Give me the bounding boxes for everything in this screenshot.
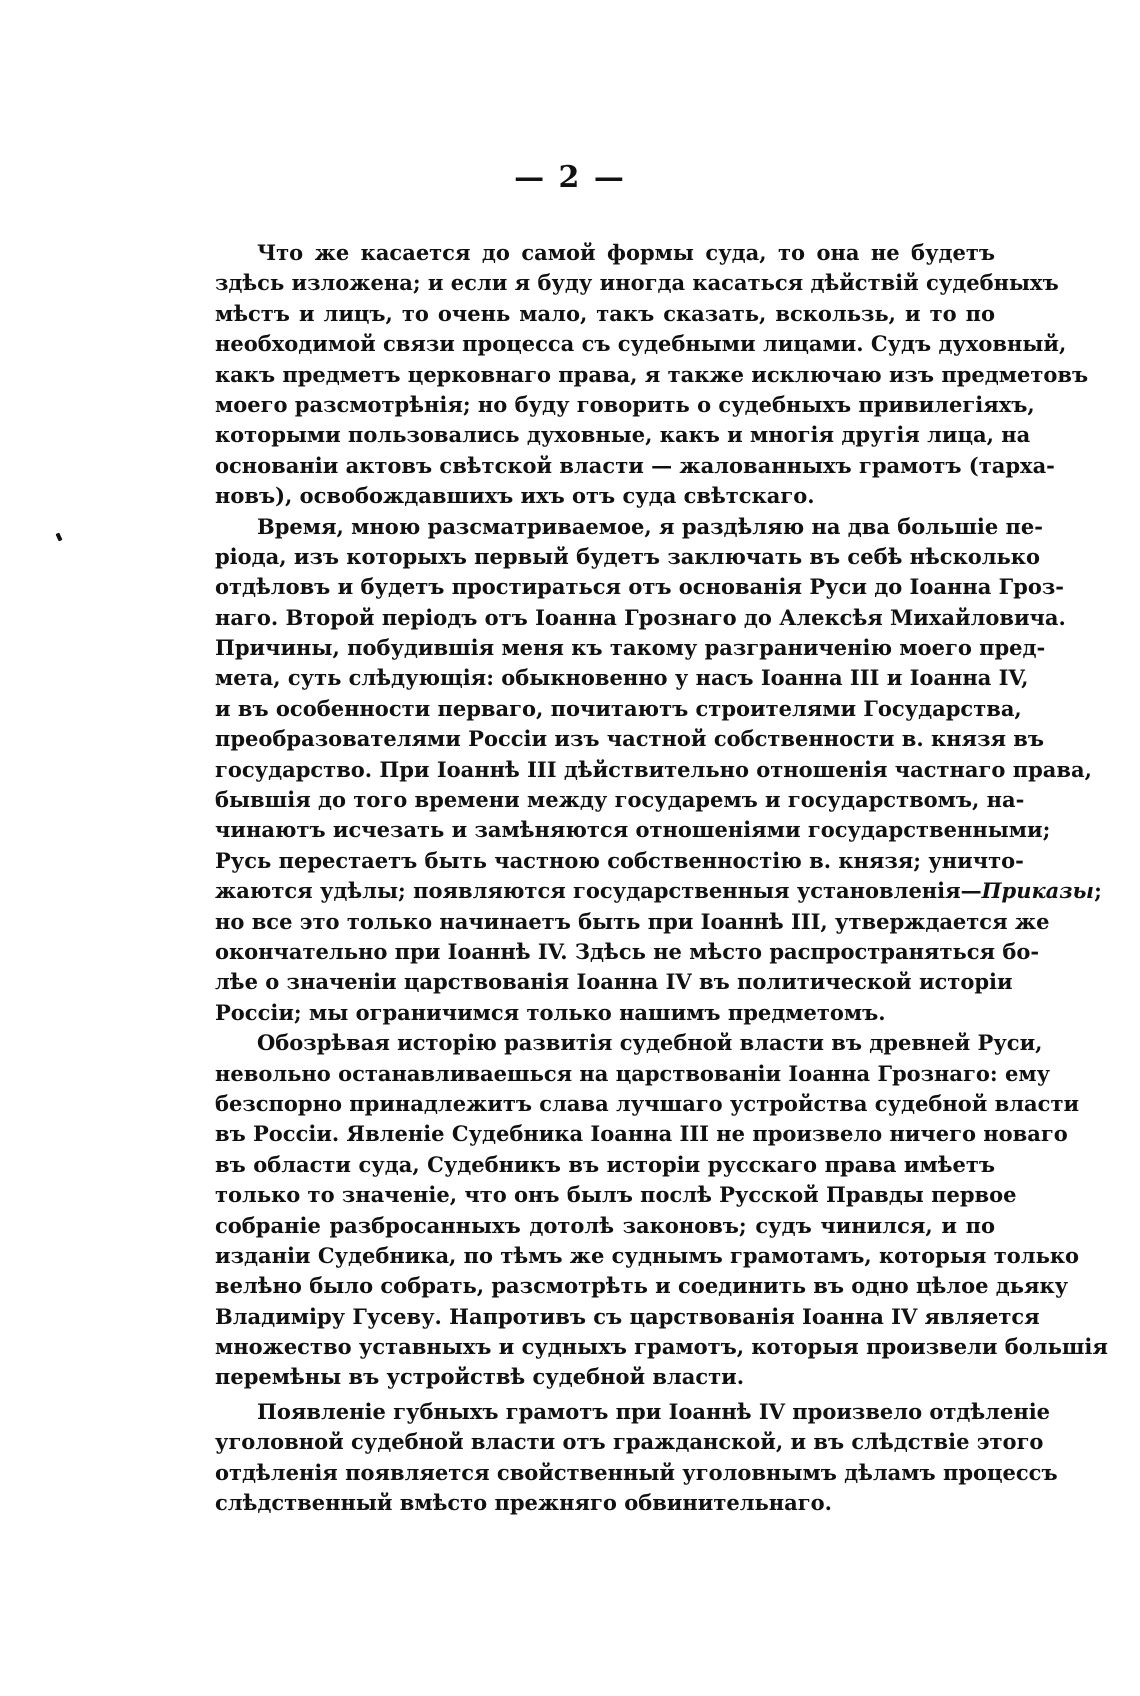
paragraph-2 xyxy=(215,512,1102,1029)
text-line: въ Россіи. Явленіе Судебника Іоанна III не произвело ничего новаго xyxy=(215,1121,1068,1147)
ink-speck xyxy=(55,533,62,542)
text-line: лѣе о значеніи царствованія Іоанна IV въ политической исторіи xyxy=(215,969,1013,995)
text-line: Россіи; мы ограничимся только нашимъ предметомъ. xyxy=(215,999,886,1025)
text-line: Обозрѣвая исторію развитія судебной власти въ древней Руси, xyxy=(257,1030,1043,1056)
text-line: собраніе разбросанныхъ дотолѣ законовъ; судъ чинился, и по xyxy=(215,1212,995,1238)
text-line: множество уставныхъ и судныхъ грамотъ, которыя произвели большія xyxy=(215,1334,1108,1360)
text-line: окончательно при Іоаннѣ IV. Здѣсь не мѣсто распространяться бо- xyxy=(215,938,1040,964)
text-line: необходимой связи процесса съ судебными лицами. Судъ духовный, xyxy=(215,331,1067,357)
text-line: какъ предметъ церковнаго права, я также исключаю изъ предметовъ xyxy=(215,361,1089,387)
text-line: безспорно принадлежитъ слава лучшаго устройства судебной власти xyxy=(215,1090,1080,1116)
text-line: Что же касается до самой формы суда, то она не будетъ xyxy=(257,240,995,265)
text-line: велѣно было собрать, разсмотрѣть и соединить въ одно цѣлое дьяку xyxy=(215,1273,1069,1299)
text-line: мета, суть слѣдующія: обыкновенно у насъ Іоанна III и Іоанна IV, xyxy=(215,665,1029,691)
text-segment: жаются удѣлы; появляются государственныя установленія— xyxy=(215,878,982,904)
text-segment: ; xyxy=(1094,878,1102,904)
text-line: ріода, изъ которыхъ первый будетъ заключать въ себѣ нѣсколько xyxy=(215,543,1040,569)
text-line: чинаютъ исчезать и замѣняются отношеніями государственными; xyxy=(215,817,1051,843)
text-line: перемѣны въ устройствѣ судебной власти. xyxy=(215,1364,745,1390)
text-line: Время, мною разсматриваемое, я раздѣляю на два большіе пе- xyxy=(257,513,1044,539)
text-line: но все это только начинаетъ быть при Іоаннѣ III, утверждается же xyxy=(215,908,1050,934)
text-line: отдѣленія появляется свойственный уголовнымъ дѣламъ процессъ xyxy=(215,1459,1058,1485)
text-line: изданіи Судебника, по тѣмъ же суднымъ грамотамъ, которыя только xyxy=(215,1242,1079,1268)
text-line: и въ особенности перваго, почитаютъ строителями Государства, xyxy=(215,695,1022,721)
text-line: бывшія до того времени между государемъ и государствомъ, на- xyxy=(215,787,1025,813)
text-line: въ области суда, Судебникъ въ исторіи русскаго права имѣетъ xyxy=(215,1151,995,1177)
page-number: — 2 — xyxy=(514,160,626,195)
text-line: Владиміру Гусеву. Напротивъ съ царствованія Іоанна IV является xyxy=(215,1303,1040,1329)
paragraph-4 xyxy=(215,1397,1058,1519)
text-line: Появленіе губныхъ грамотъ при Іоаннѣ IV произвело отдѣленіе xyxy=(257,1398,1051,1424)
text-line: мѣстъ и лицъ, то очень мало, такъ сказать, вскользь, и то по xyxy=(215,300,995,326)
text-line: государство. При Іоаннѣ III дѣйствительно отношенія частнаго права, xyxy=(215,756,1092,782)
text-line: моего разсмотрѣнія; но буду говорить о судебныхъ привилегіяхъ, xyxy=(215,391,1035,417)
italic-term: Приказы xyxy=(981,878,1095,904)
text-line: Русь перестаетъ быть частною собственностію в. князя; уничто- xyxy=(215,847,1024,873)
paragraph-1 xyxy=(215,238,1089,512)
text-line: отдѣловъ и будетъ простираться отъ основанія Руси до Іоанна Гроз- xyxy=(215,574,1064,600)
text-line: основаніи актовъ свѣтской власти — жалованныхъ грамотъ (тарха- xyxy=(215,452,1055,478)
text-line: здѣсь изложена; и если я буду иногда касаться дѣйствій судебныхъ xyxy=(215,270,1059,296)
text-line: слѣдственный вмѣсто прежняго обвинительнаго. xyxy=(215,1490,832,1516)
text-line-with-italic xyxy=(215,876,1102,906)
text-line: уголовной судебной власти отъ гражданской, и въ слѣдствіе этого xyxy=(215,1429,1044,1455)
text-line: которыми пользовались духовные, какъ и многія другія лица, на xyxy=(215,422,1031,448)
text-line: новъ), освобождавшихъ ихъ отъ суда свѣтскаго. xyxy=(215,483,815,509)
text-line: невольно останавливаешься на царствованіи Іоанна Грознаго: ему xyxy=(215,1060,1051,1086)
paragraph-3 xyxy=(215,1028,1108,1393)
body-text xyxy=(215,238,1108,1518)
text-line: только то значеніе, что онъ былъ послѣ Русской Правды первое xyxy=(215,1182,1017,1208)
text-line: преобразователями Россіи изъ частной собственности в. князя въ xyxy=(215,726,1044,752)
text-line: наго. Второй періодъ отъ Іоанна Грознаго до Алексѣя Михайловича. xyxy=(215,604,1066,630)
text-line: Причины, побудившія меня къ такому разграниченію моего пред- xyxy=(215,635,1046,661)
